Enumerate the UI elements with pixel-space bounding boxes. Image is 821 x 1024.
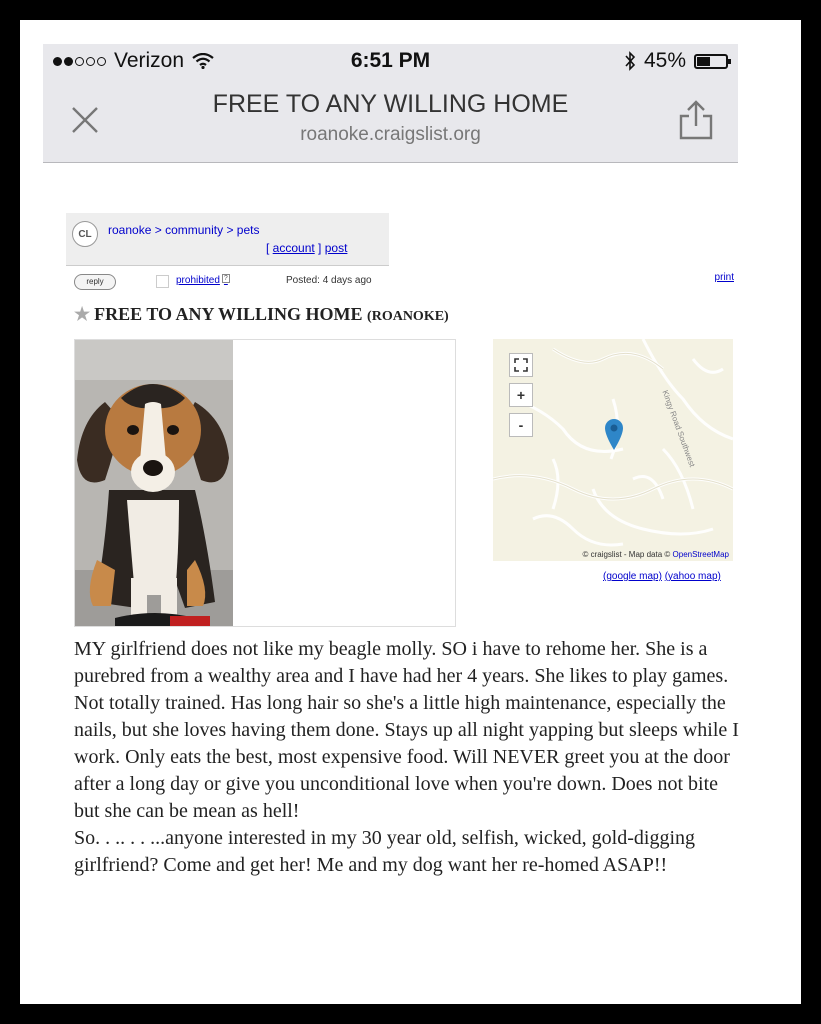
breadcrumb (108, 223, 259, 237)
post-link[interactable]: post (324, 241, 348, 255)
road-label: Kingy Road Southwest (660, 389, 697, 469)
breadcrumb-pets[interactable]: pets (236, 223, 260, 237)
post-body-paragraph: MY girlfriend does not like my beagle molly. SO i have to rehome her. She is a purebred from a wealthy area and I have had her 4 years. She likes to play games. Not totally trained. Has long hair so she's a little high maintenance, especially the nails, but she loves having them done. Stays up all night yapping but sleeps while I work. Only eats the best, most expensive food. Will NEVER greet you at the door after a long day or give you unconditional love when you're down. Does not bite but she can be mean as hell! (74, 638, 739, 822)
map-zoom-out-button[interactable]: - (509, 413, 533, 437)
post-location: (ROANOKE) (367, 309, 449, 324)
map-fullscreen-button[interactable] (509, 353, 533, 377)
reply-button[interactable]: reply (74, 274, 116, 290)
openstreetmap-link[interactable]: OpenStreetMap (672, 550, 729, 559)
battery-icon (694, 54, 728, 69)
favorite-star-icon[interactable]: ★ (74, 304, 91, 324)
yahoo-map-link[interactable]: (yahoo map) (664, 571, 721, 582)
share-icon[interactable] (676, 98, 716, 142)
battery-fill (697, 57, 710, 66)
status-bar (43, 44, 738, 78)
status-time: 6:51 PM (350, 49, 431, 72)
map-attribution-text: © craigslist - Map data © (582, 550, 671, 559)
prohibited-flag-link[interactable] (176, 275, 230, 286)
craigslist-header (66, 213, 389, 266)
post-body (74, 636, 744, 879)
map-zoom-in-button[interactable]: + (509, 383, 533, 407)
beagle-illustration (75, 340, 233, 626)
map-attribution (582, 550, 729, 559)
page-title: FREE TO ANY WILLING HOME (212, 90, 569, 118)
flag-checkbox[interactable] (156, 275, 169, 288)
battery-percent: 45% (643, 49, 686, 72)
post-body-paragraph: So. . .. . . ...anyone interested in my 30 year old, selfish, wicked, gold-digging girlfriend? Come and get her! Me and my dog want her re-homed ASAP!! (74, 827, 696, 876)
help-icon[interactable]: ? (223, 275, 228, 282)
location-map[interactable] (493, 339, 733, 561)
browser-nav-bar (43, 78, 738, 163)
craigslist-logo[interactable]: CL (72, 221, 98, 247)
breadcrumb-roanoke[interactable]: roanoke (108, 223, 152, 237)
beagle-photo[interactable] (75, 340, 233, 626)
post-heading (74, 304, 449, 325)
post-title: FREE TO ANY WILLING HOME (94, 304, 363, 324)
account-links: [ account ] post (266, 241, 348, 255)
breadcrumb-community[interactable]: community (165, 223, 224, 237)
status-right (624, 49, 728, 73)
image-gallery (74, 339, 456, 627)
fullscreen-icon (514, 358, 528, 372)
post-actions-bar (74, 274, 734, 292)
external-map-links (603, 571, 721, 582)
breadcrumb-separator: > (226, 223, 234, 237)
google-map-link[interactable]: (google map) (603, 571, 662, 582)
account-link[interactable]: account (272, 241, 315, 255)
prohibited-label: prohibited (176, 275, 220, 286)
map-pin-icon[interactable] (603, 417, 625, 451)
posted-date: Posted: 4 days ago (286, 275, 372, 286)
bluetooth-icon (624, 51, 636, 71)
page-url[interactable]: roanoke.craigslist.org (300, 124, 481, 145)
print-link[interactable]: print (714, 272, 734, 283)
breadcrumb-separator: > (154, 223, 162, 237)
carrier-name: Verizon (114, 49, 185, 72)
